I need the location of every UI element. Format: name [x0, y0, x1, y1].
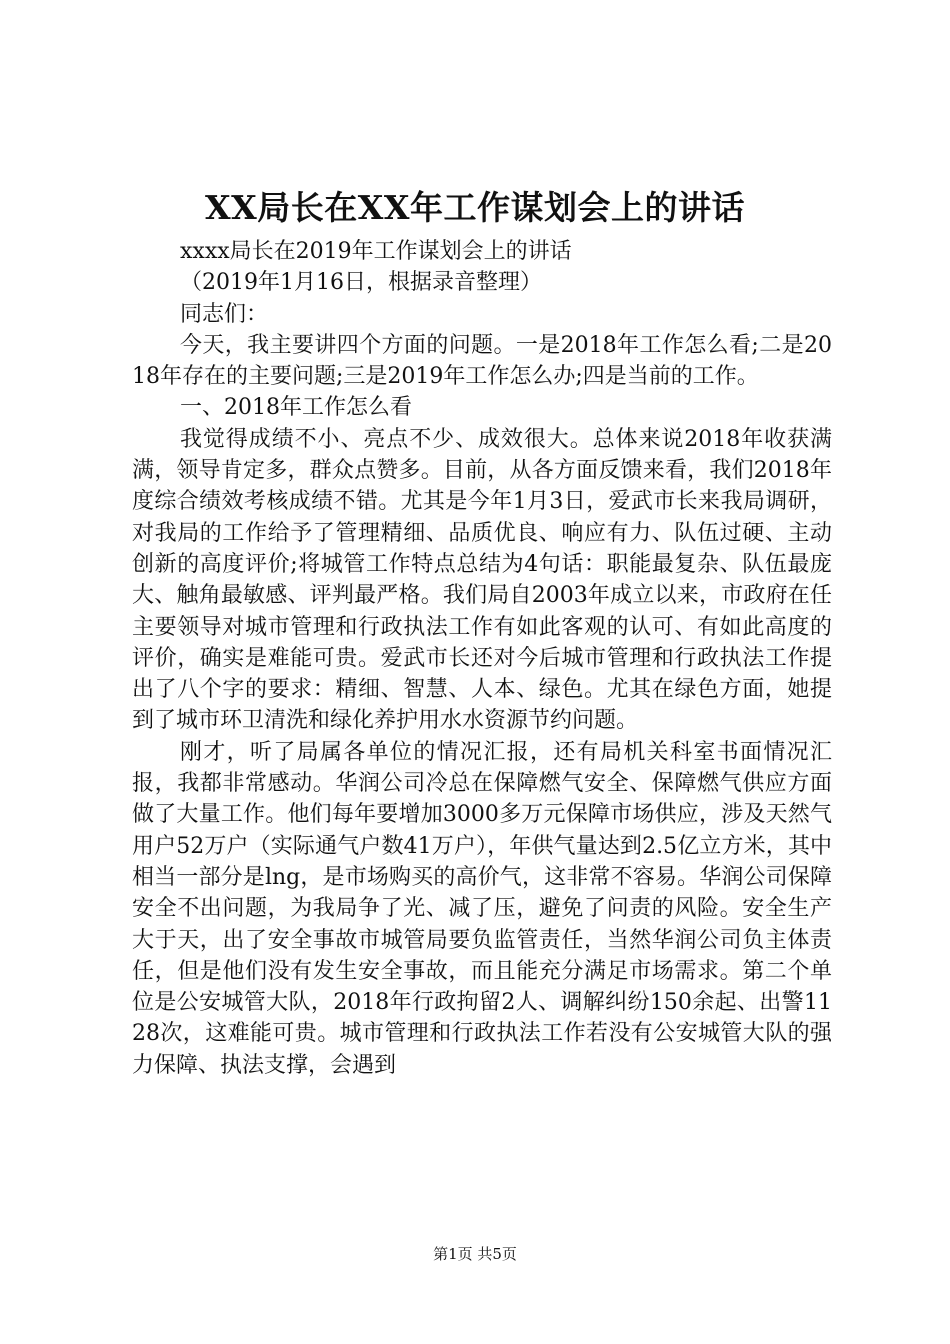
document-body: [132, 236, 832, 1081]
intro-paragraph: 今天，我主要讲四个方面的问题。一是2018年工作怎么看;二是2018年存在的主要问题;三是2019年工作怎么办;四是当前的工作。: [132, 332, 832, 390]
date-note: （2019年1月16日，根据录音整理）: [180, 270, 542, 296]
salutation: 同志们：: [180, 301, 269, 327]
body-paragraph: 刚才，听了局属各单位的情况汇报，还有局机关科室书面情况汇报，我都非常感动。华润公司冷总在保障燃气安全、保障燃气供应方面做了大量工作。他们每年要增加3000多万元保障市场供应，涉及天然气用户52万户（实际通气户数41万户），年供气量达到2.5亿立方米，其中相当一部分是lng，是市场购买的高价气，这非常不容易。华润公司保障安全不出问题，为我局争了光、减了压，避免了问责的风险。安全生产大于天，出了安全事故市城管局要负监管责任，当然华润公司负主体责任，但是他们没有发生安全事故，而且能充分满足市场需求。第二个单位是公安城管大队，2018年行政拘留2人、调解纠纷150余起、出警1128次，这难能可贵。城市管理和行政执法工作若没有公安城管大队的强力保障、执法支撑，会遇到: [132, 739, 832, 1078]
body-paragraph: 我觉得成绩不小、亮点不少、成效很大。总体来说2018年收获满满，领导肯定多，群众点赞多。目前，从各方面反馈来看，我们2018年度综合绩效考核成绩不错。尤其是今年1月3日，爱武市长来我局调研，对我局的工作给予了管理精细、品质优良、响应有力、队伍过硬、主动创新的高度评价;将城管工作特点总结为4句话：职能最复杂、队伍最庞大、触角最敏感、评判最严格。我们局自2003年成立以来，市政府在任主要领导对城市管理和行政执法工作有如此客观的认可、有如此高度的评价，确实是难能可贵。爱武市长还对今后城市管理和行政执法工作提出了八个字的要求：精细、智慧、人本、绿色。尤其在绿色方面，她提到了城市环卫清洗和绿化养护用水水资源节约问题。: [132, 426, 832, 734]
document-title: XX局长在XX年工作谋划会上的讲话: [205, 188, 745, 227]
page-number: 第1页 共5页: [433, 1245, 517, 1263]
section-heading: 一、2018年工作怎么看: [180, 395, 412, 421]
subtitle-line: xxxx局长在2019年工作谋划会上的讲话: [180, 239, 572, 264]
